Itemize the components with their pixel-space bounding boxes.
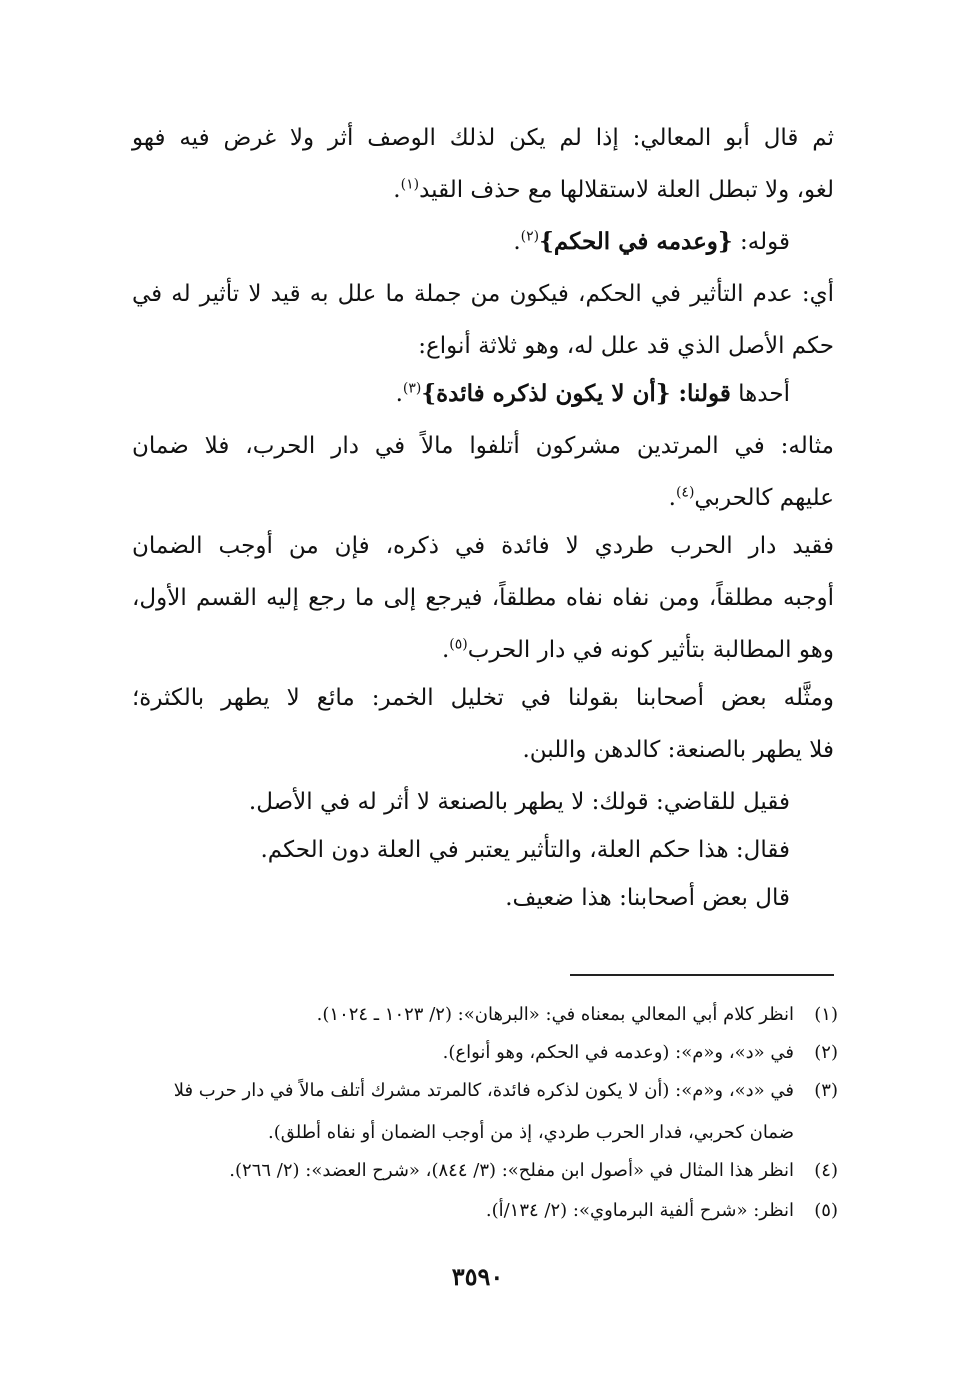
- text-line: مثاله: في المرتدين مشركون أتلفوا مالاً في دار الحرب، فلا ضمان: [132, 433, 834, 459]
- footnote: (٥)انظر: «شرح ألفية البرماوي»: (٢/ ١٣٤/أ).: [485, 1200, 838, 1221]
- text-line: فلا يطهر بالصنعة: كالدهن واللبن.: [522, 737, 834, 763]
- text-line: فقيد دار الحرب طردي لا فائدة في ذكره، فإن من أوجب الضمان: [132, 533, 834, 559]
- page-number: ٣٥٩٠: [451, 1262, 504, 1291]
- footnote-ref: (١): [400, 176, 420, 193]
- text-line: قوله: {وعدمه في الحكم}$^{(٢)}$.: [513, 228, 790, 255]
- text-line: ومثَّله بعض أصحابنا بقولنا في تخليل الخمر: مائع لا يطهر بالكثرة؛: [132, 685, 834, 711]
- text-line: أي: عدم التأثير في الحكم، فيكون من جملة ما علل به قيد لا تأثير له في: [132, 281, 834, 307]
- footnote-continuation: ضمان كحربي، فدار الحرب طردي، إذ من أوجب الضمان أو نفاه أطلق).: [268, 1122, 794, 1143]
- footnote-ref: (٣): [402, 380, 422, 397]
- text-line: فقال: هذا حكم العلة، والتأثير يعتبر في العلة دون الحكم.: [260, 837, 790, 863]
- text-line: أوجبه مطلقاً، ومن نفاه نفاه مطلقاً، فيرجع إلى ما رجع إليه القسم الأول،: [132, 585, 834, 611]
- text-line: ثم قال أبو المعالي: إذا لم يكن لذلك الوصف أثر ولا غرض فيه فهو: [132, 125, 834, 151]
- footnote-ref: (٥): [449, 636, 468, 653]
- footnote-ref: (٤): [675, 484, 695, 501]
- footnote: (١)انظر كلام أبي المعالي بمعناه في: «البرهان»: (٢/ ١٠٢٣ ـ ١٠٢٤).: [316, 1004, 838, 1025]
- footnote: (٣)في «د»، و«م»: (أن لا يكون لذكره فائدة، كالمرتد مشرك أتلف مالاً في دار حرب فلا: [173, 1080, 838, 1101]
- footnote: (٤)انظر هذا المثال في «أصول ابن مفلح»: (٣/ ٨٤٤)، «شرح العضد»: (٢/ ٢٦٦).: [229, 1160, 838, 1181]
- text-line: عليهم كالحربي$^{(٤)}$.: [668, 484, 834, 511]
- footnote-ref: (٢): [520, 228, 540, 245]
- text-line: فقيل للقاضي: قولك: لا يطهر بالصنعة لا أثر له في الأصل.: [248, 789, 790, 815]
- text-line: أحدها قولنا: {أن لا يكون لذكره فائدة}$^{(٣)}$.: [395, 380, 790, 407]
- footnote: (٢)في «د»، و«م»: (وعدمه في الحكم، وهو أنواع).: [442, 1042, 838, 1063]
- text-line: وهو المطالبة بتأثير كونه في دار الحرب$^{(٥)}$.: [441, 636, 834, 663]
- footnote-separator: [570, 974, 834, 976]
- text-line: لغو، ولا تبطل العلة لاستقلالها مع حذف القيد$^{(١)}$.: [393, 176, 834, 203]
- text-line: حكم الأصل الذي قد علل له، وهو ثلاثة أنواع:: [418, 333, 834, 359]
- text-line: قال بعض أصحابنا: هذا ضعيف.: [505, 885, 790, 911]
